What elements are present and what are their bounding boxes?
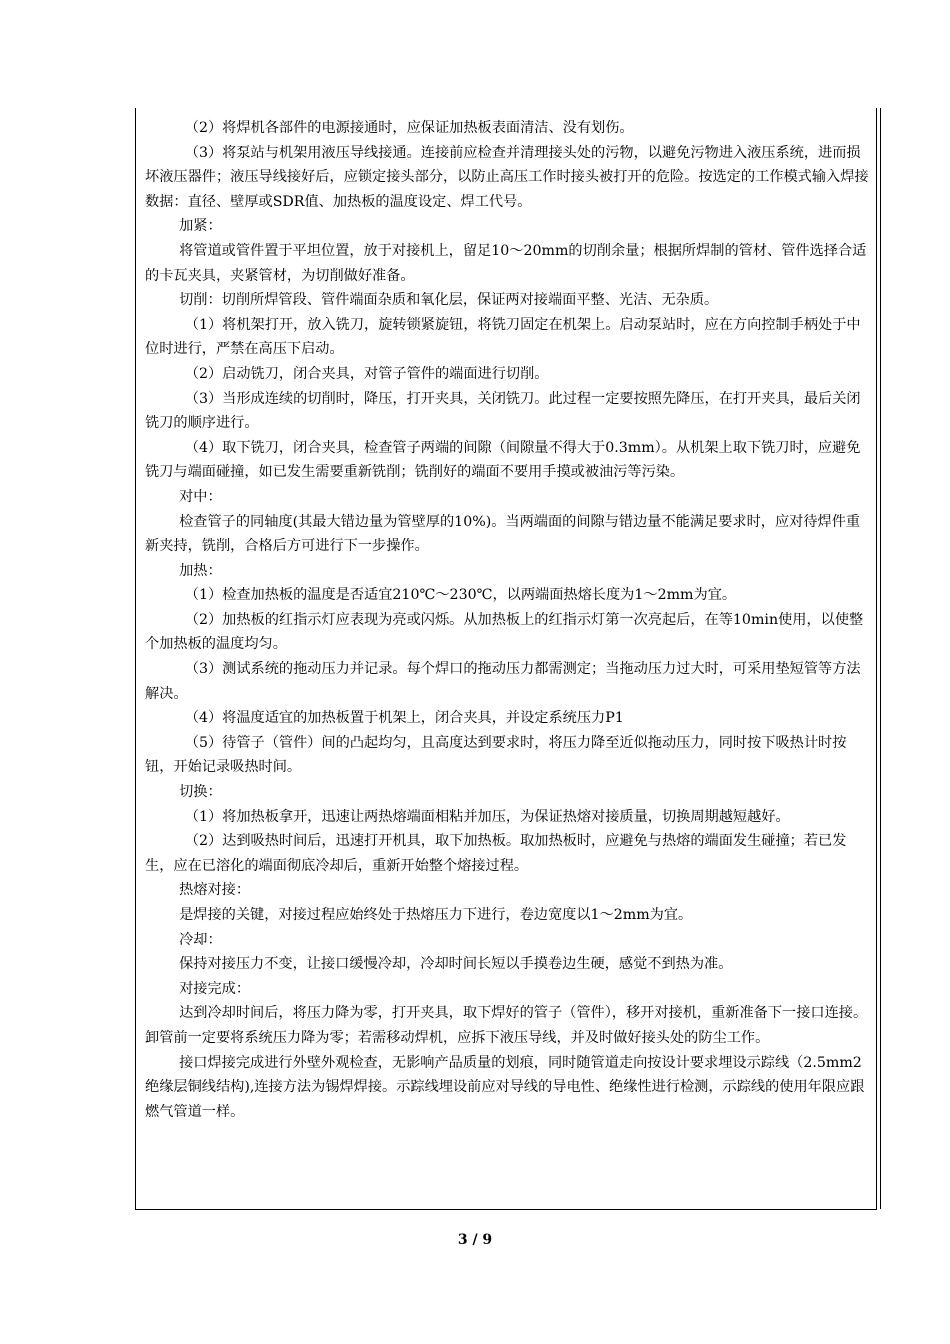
paragraph: （3）当形成连续的切削时，降压，打开夹具，关闭铣刀。此过程一定要按照先降压，在打开夹具，最后关闭铣刀的顺序进行。 bbox=[145, 390, 861, 432]
paragraph: （2）加热板的红指示灯应表现为亮或闪烁。从加热板上的红指示灯第一次亮起后，在等10min使用，以使整个加热板的温度均匀。 bbox=[145, 611, 864, 653]
paragraph: 切换： bbox=[179, 784, 222, 801]
paragraph: 检查管子的同轴度(其最大错边量为管壁厚的10%)。当两端面的间隙与错边量不能满足要求时，应对待焊件重新夹持，铣削，合格后方可进行下一步操作。 bbox=[145, 513, 861, 555]
paragraph: 将管道或管件置于平坦位置，放于对接机上，留足10～20mm的切削余量；根据所焊制的管材、管件选择合适的卡瓦夹具，夹紧管材，为切削做好准备。 bbox=[145, 242, 867, 284]
paragraph: 对接完成： bbox=[179, 980, 251, 997]
paragraph: （1）将机架打开，放入铣刀，旋转锁紧旋钮，将铣刀固定在机架上。启动泵站时，应在方向控制手柄处于中位时进行，严禁在高压下启动。 bbox=[145, 316, 861, 358]
paragraph: （3）测试系统的拖动压力并记录。每个焊口的拖动压力都需测定；当拖动压力过大时，可采用垫短管等方法解决。 bbox=[145, 661, 861, 702]
paragraph: 热熔对接： bbox=[179, 882, 251, 899]
paragraph: 保持对接压力不变，让接口缓慢冷却，冷却时间长短以手摸卷边生硬，感觉不到热为准。 bbox=[179, 956, 733, 973]
paragraph: 切削：切削所焊管段、管件端面杂质和氧化层，保证两对接端面平整、光洁、无杂质。 bbox=[179, 292, 719, 309]
paragraph: （1）将加热板拿开，迅速让两热熔端面相粘并加压，为保证热熔对接质量，切换周期越短越好。 bbox=[184, 808, 790, 825]
paragraph: 加热： bbox=[179, 562, 222, 579]
paragraph: （2）将焊机各部件的电源接通时，应保证加热板表面清洁、没有划伤。 bbox=[184, 120, 634, 136]
paragraph: （4）取下铣刀，闭合夹具，检查管子两端的间隙（间隙量不得大于0.3mm）。从机架上取下铣刀时，应避免铣刀与端面碰撞，如已发生需要重新铣削；铣削好的端面不要用手摸或被油污等污染。 bbox=[145, 439, 861, 481]
paragraph: 是焊接的关键，对接过程应始终处于热熔压力下进行，卷边宽度以1～2mm为宜。 bbox=[179, 907, 693, 923]
paragraph: （2）达到吸热时间后，迅速打开机具，取下加热板。取加热板时，应避免与热熔的端面发生碰撞；若已发生，应在已溶化的端面彻底冷却后，重新开始整个熔接过程。 bbox=[145, 833, 847, 874]
paragraph: （2）启动铣刀，闭合夹具，对管子管件的端面进行切削。 bbox=[184, 365, 549, 382]
paragraph: 加紧： bbox=[179, 218, 222, 235]
page-number: 3 / 9 bbox=[457, 1232, 493, 1248]
document-body bbox=[145, 116, 870, 1124]
paragraph: 对中： bbox=[179, 488, 222, 505]
paragraph: 达到冷却时间后，将压力降为零，打开夹具，取下焊好的管子（管件），移开对接机，重新准备下一接口连接。卸管前一定要将系统压力降为零；若需移动焊机，应拆下液压导线，并及时做好接头处的防尘工作。 bbox=[145, 1005, 868, 1046]
paragraph: 接口焊接完成进行外壁外观检查，无影响产品质量的划痕，同时随管道走向按设计要求埋设示踪线（2.5mm2绝缘层铜线结构),连接方法为锡焊焊接。示踪线埋设前应对导线的导电性、绝缘性进行检测，示踪线的使用年限应跟燃气管道一样。 bbox=[145, 1054, 865, 1120]
paragraph: （5）待管子（管件）间的凸起均匀，且高度达到要求时，将压力降至近似拖动压力，同时按下吸热计时按钮，开始记录吸热时间。 bbox=[145, 734, 847, 776]
paragraph: 冷却： bbox=[179, 931, 222, 948]
paragraph: （3）将泵站与机架用液压导线接通。连接前应检查并清理接头处的污物，以避免污物进入液压系统，进而损坏液压器件；液压导线接好后，应锁定接头部分，以防止高压工作时接头被打开的危险。按选定的工作模式输入焊接数据：直径、壁厚或SDR值、加热板的温度设定、焊工代号。 bbox=[145, 144, 869, 210]
paragraph: （1）检查加热板的温度是否适宜210℃～230℃，以两端面热熔长度为1～2mm为宜。 bbox=[184, 587, 737, 604]
paragraph: （4）将温度适宜的加热板置于机架上，闭合夹具，并设定系统压力P1 bbox=[184, 710, 624, 727]
